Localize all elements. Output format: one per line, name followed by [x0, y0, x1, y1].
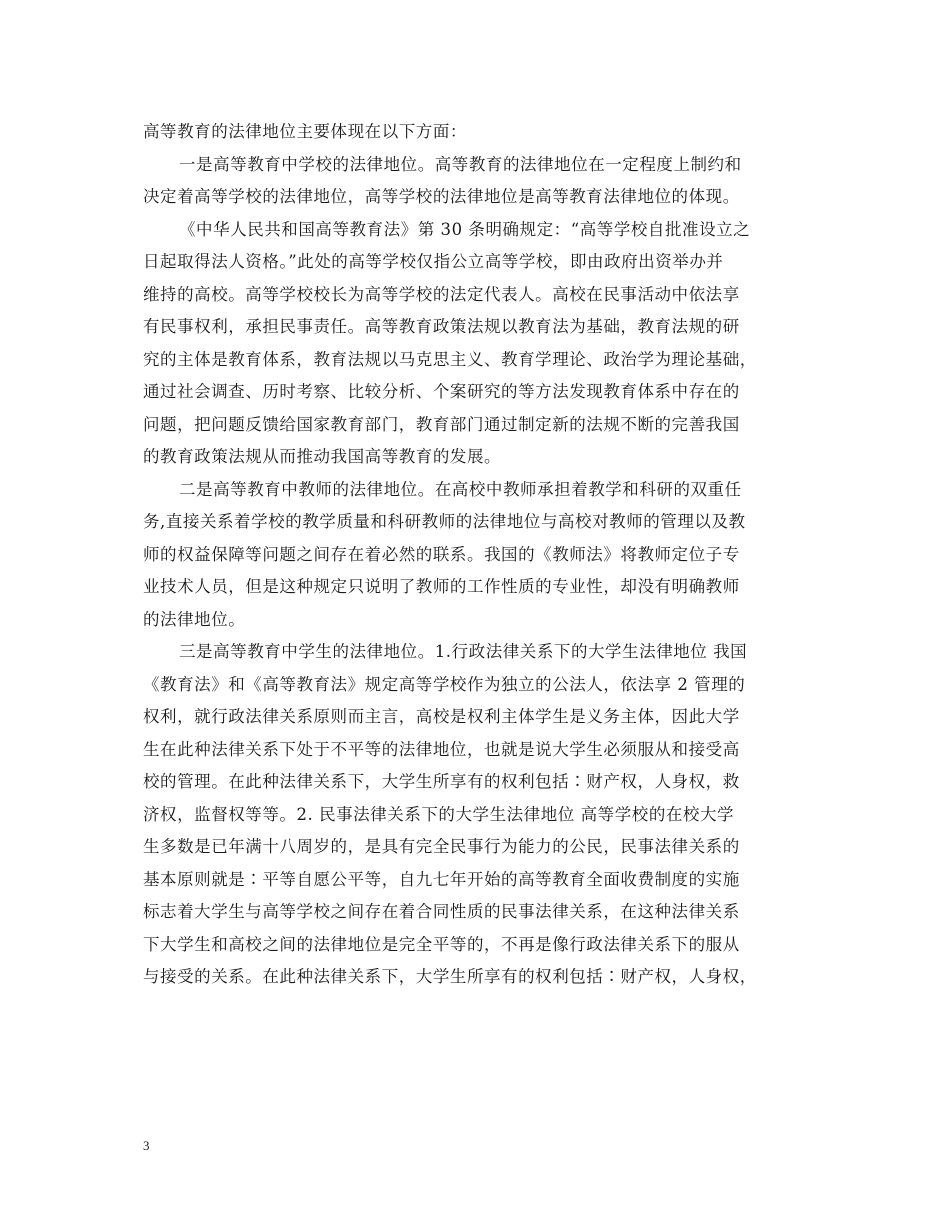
text-line: 决定着高等学校的法律地位，高等学校的法律地位是高等教育法律地位的体现。 — [143, 187, 740, 206]
text-line: 生在此种法律关系下处于不平等的法律地位，也就是说大学生必须服从和接受高 — [143, 739, 740, 759]
text-line: 《教育法》和《高等教育法》规定高等学校作为独立的公法人，依法享 2 管理的 — [143, 674, 746, 694]
text-line: 问题，把问题反馈给国家教育部门，教育部门通过制定新的法规不断的完善我国 — [143, 414, 740, 434]
page-number: 3 — [143, 1138, 150, 1153]
text-line: 二是高等教育中教师的法律地位。在高校中教师承担着教学和科研的双重任 — [179, 479, 742, 499]
text-line: 师的权益保障等问题之间存在着必然的联系。我国的《教师法》将教师定位子专 — [143, 544, 740, 564]
text-line: 权利，就行政法律关系原则而主言，高校是权利主体学生是义务主体，因此大学 — [143, 707, 740, 726]
text-line: 的法律地位。 — [143, 609, 246, 629]
text-line: 生多数是已年满十八周岁的，是具有完全民事行为能力的公民，民事法律关系的 — [143, 837, 740, 856]
text-line: 日起取得法人资格。”此处的高等学校仅指公立高等学校，即由政府出资举办并 — [143, 252, 724, 271]
text-line: 标志着大学生与高等学校之间存在着合同性质的民事法律关系，在这种法律关系 — [143, 902, 740, 921]
text-line: 高等教育的法律地位主要体现在以下方面： — [143, 122, 467, 141]
text-line: 下大学生和高校之间的法律地位是完全平等的，不再是像行政法律关系下的服从 — [143, 934, 740, 954]
text-line: 业技术人员，但是这种规定只说明了教师的工作性质的专业性，却没有明确教师 — [143, 577, 740, 596]
text-line: 通过社会调查、历时考察、比较分析、个案研究的等方法发现教育体系中存在的 — [143, 382, 740, 401]
text-line: 与接受的关系。在此种法律关系下，大学生所享有的权利包括∶财产权，人身权， — [143, 967, 757, 986]
text-line: 《中华人民共和国高等教育法》第 30 条明确规定：“高等学校自批准设立之 — [179, 219, 751, 239]
text-line: 三是高等教育中学生的法律地位。1.行政法律关系下的大学生法律地位 我国 — [179, 642, 748, 661]
text-line: 维持的高校。高等学校校长为高等学校的法定代表人。高校在民事活动中依法享 — [143, 284, 740, 304]
text-line: 基本原则就是∶平等自愿公平等，自九七年开始的高等教育全面收费制度的实施 — [143, 869, 740, 889]
text-line: 济权，监督权等等。2. 民事法律关系下的大学生法律地位 高等学校的在校大学 — [143, 804, 735, 824]
text-line: 究的主体是教育体系，教育法规以马克思主义、教育学理论、政治学为理论基础， — [143, 349, 757, 369]
text-line: 有民事权利，承担民事责任。高等教育政策法规以教育法为基础，教育法规的研 — [143, 317, 740, 336]
text-line: 的教育政策法规从而推动我国高等教育的发展。 — [143, 447, 502, 466]
text-line: 校的管理。在此种法律关系下，大学生所享有的权利包括∶财产权，人身权，救 — [143, 772, 740, 791]
text-line: 务,直接关系着学校的教学质量和科研教师的法律地位与高校对教师的管理以及教 — [143, 512, 746, 531]
document-body — [143, 116, 813, 994]
text-line: 一是高等教育中学校的法律地位。高等教育的法律地位在一定程度上制约和 — [179, 154, 742, 174]
